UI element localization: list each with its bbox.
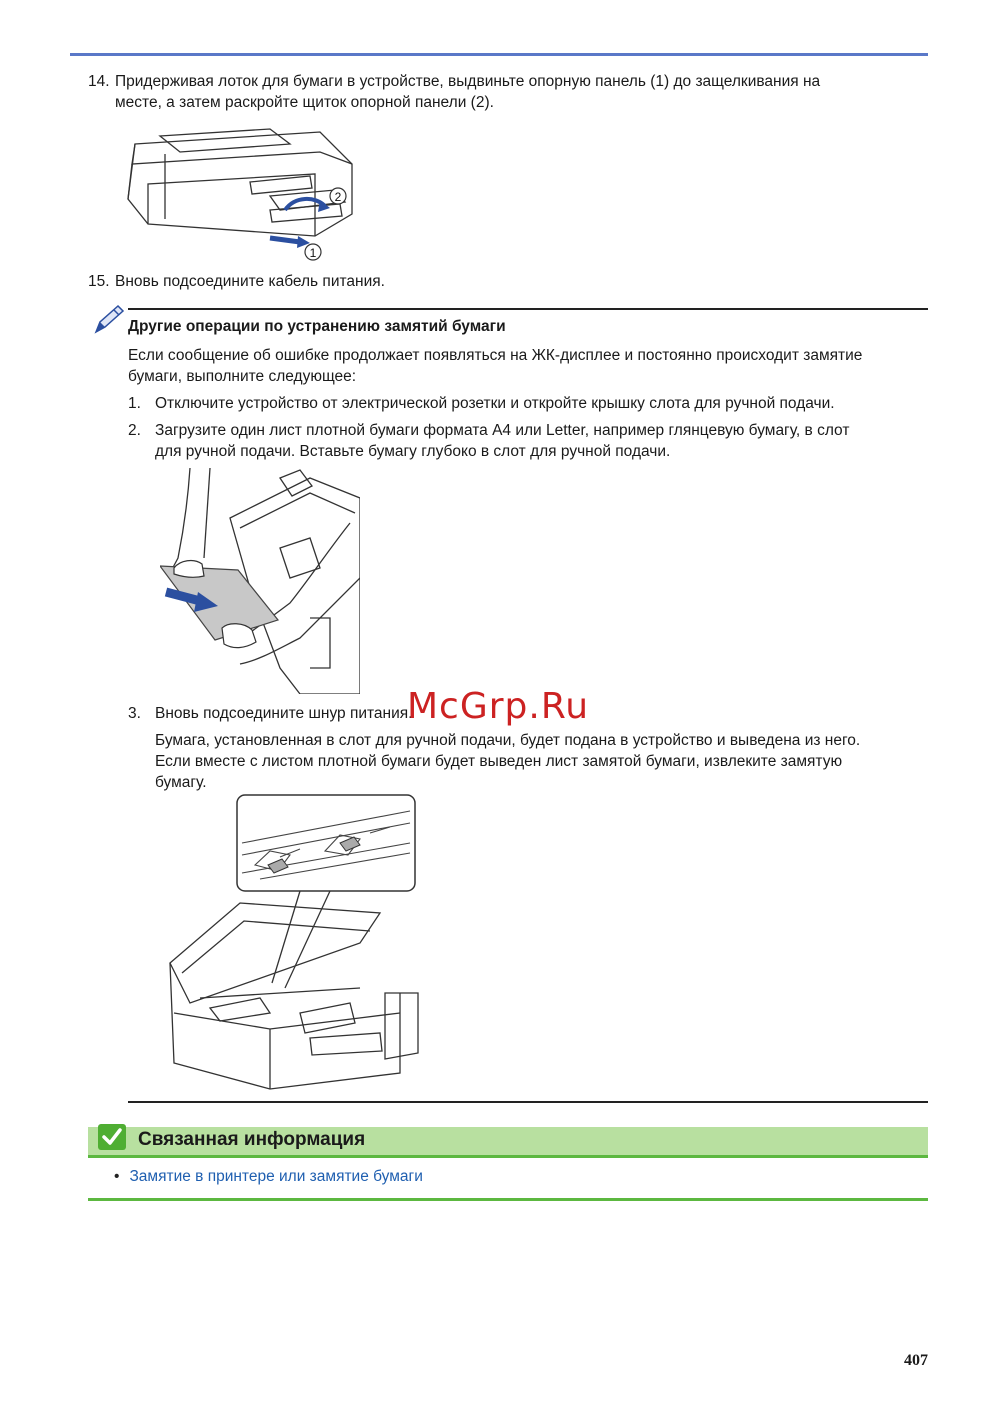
note-intro-line1: Если сообщение об ошибке продолжает появляться на ЖК-дисплее и постоянно происходит замятие <box>128 347 863 364</box>
list-item-text-line1: Загрузите один лист плотной бумаги формата А4 или Letter, например глянцевую бумагу, в слот <box>155 422 850 439</box>
page-number: 407 <box>904 1352 928 1369</box>
step-text: Вновь подсоедините кабель питания. <box>115 273 385 290</box>
after-text-line1: Бумага, установленная в слот для ручной подачи, будет подана в устройство и выведена из него. <box>155 732 861 749</box>
list-item-text-line2: для ручной подачи. Вставьте бумагу глубоко в слот для ручной подачи. <box>155 443 671 460</box>
list-item-number: 1. <box>128 395 141 412</box>
list-item-text: Отключите устройство от электрической розетки и откройте крышку слота для ручной подачи. <box>155 395 835 412</box>
note-list-item <box>128 420 928 462</box>
bullet-icon: • <box>114 1168 120 1185</box>
step-14 <box>88 71 820 113</box>
after-text-line3: бумагу. <box>155 774 207 791</box>
watermark: McGrp.Ru <box>407 686 590 727</box>
note-title: Другие операции по устранению замятий бумаги <box>128 318 506 335</box>
checkmark-icon <box>98 1124 126 1150</box>
related-bottom-rule <box>88 1198 928 1201</box>
note-intro-line2: бумаги, выполните следующее: <box>128 368 357 385</box>
note-list-item <box>128 393 928 414</box>
note-top-rule <box>128 308 928 310</box>
top-rule <box>70 53 928 56</box>
after-text-line2: Если вместе с листом плотной бумаги будет выведен лист замятой бумаги, извлеките замятую <box>155 753 843 770</box>
related-link[interactable]: Замятие в принтере или замятие бумаги <box>129 1168 423 1185</box>
printer-support-panel-illustration <box>120 124 360 264</box>
note-bottom-rule <box>128 1101 928 1103</box>
note-intro <box>128 345 928 387</box>
note-after-text <box>155 730 925 793</box>
detail-inset <box>237 795 415 891</box>
manual-feed-insertion-illustration <box>160 468 360 694</box>
pencil-note-icon <box>92 302 126 336</box>
related-link-item <box>114 1168 423 1186</box>
callout-2-label: 2 <box>334 190 342 204</box>
related-info-title: Связанная информация <box>138 1129 366 1150</box>
open-printer-jam-illustration <box>160 793 424 1093</box>
step-text-line2: месте, а затем раскройте щиток опорной панели (2). <box>115 94 494 111</box>
step-number: 15. <box>88 273 110 290</box>
list-item-number: 2. <box>128 422 141 439</box>
list-item-number: 3. <box>128 705 141 722</box>
step-text-line1: Придерживая лоток для бумаги в устройстве, выдвиньте опорную панель (1) до защелкивания на <box>115 73 821 90</box>
callout-1-label: 1 <box>309 246 317 260</box>
list-item-text: Вновь подсоедините шнур питания. <box>155 705 413 722</box>
step-15 <box>88 271 385 292</box>
step-number: 14. <box>88 73 110 90</box>
